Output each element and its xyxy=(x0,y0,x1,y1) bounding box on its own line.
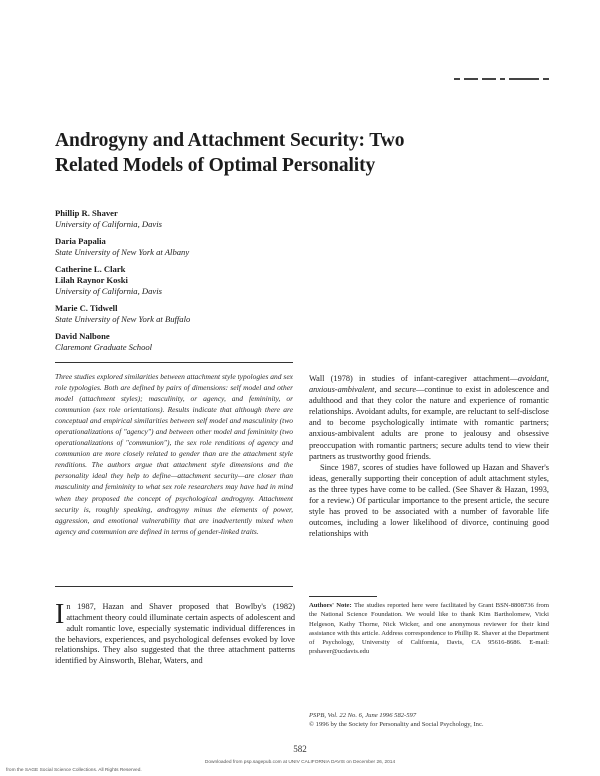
authors-note-text: The studies reported here were facilitated by Grant BSN-8808736 from the National Science Foundation. We would like to thank Kim Bartholomew, Vicki Helgeson, Kathy Thorne, Nick Wicker, and one anonymous reviewer for their kind assistance with this article. Address correspondence to Phillip R. Shaver at the Department of Psychology, University of California, Davis, CA 95616-8686. E-mail: prshaver@ucdavis.edu xyxy=(309,602,549,656)
intro-text: n 1987, Hazan and Shaver proposed that Bowlby's (1982) attachment theory could illuminate certain aspects of adolescent and adult romantic love, especially systematic individual differences in the behaviors, experiences, and psychological defenses evoked by love relationships. They also suggested that the three attachment patterns identified by Ainsworth, Blehar, Waters, and xyxy=(55,602,295,666)
author-name: Daria Papalia xyxy=(55,236,106,246)
journal-citation xyxy=(309,712,559,730)
authors-note-label: Authors' Note: xyxy=(309,602,352,609)
title-line: Androgyny and Attachment Security: Two xyxy=(55,130,405,151)
author-name: Lilah Raynor Koski xyxy=(55,275,128,285)
author-group xyxy=(55,236,375,258)
author-list xyxy=(55,208,375,359)
footnote-rule xyxy=(309,596,377,597)
top-rule-segment xyxy=(509,78,539,80)
top-rule-segment xyxy=(454,78,460,80)
page-number: 582 xyxy=(293,744,307,754)
copyright-footer: from the SAGE Social Science Collections. All Rights Reserved. xyxy=(6,768,142,773)
drop-cap: I xyxy=(55,602,65,630)
author-group xyxy=(55,208,375,230)
author-name: Catherine L. Clark xyxy=(55,264,126,274)
body-text: —continue to exist in adolescence and adulthood and that they color the nature and experience of romantic relationships. Avoidant adults, for example, are reluctant to self-disclose and to become psychologically intimate with romantic partners; anxious-ambivalent adults are prone to jealousy and obsessive preoccupation with romantic partners; secure adults tend to view their partners as trustworthy good friends. xyxy=(309,385,549,461)
abstract-bottom-rule xyxy=(55,586,293,587)
author-name: Marie C. Tidwell xyxy=(55,303,118,313)
author-affiliation: Claremont Graduate School xyxy=(55,342,153,352)
abstract: Three studies explored similarities between attachment style typologies and sex role typologies. Both are defined by pairs of dimensions: self model and other model (attachment styles); masculinity, or agency, and femininity, or communion (sex role orientations). Results indicate that although there are conceptual and empirical similarities between self model and masculinity (two operationalizations of "agency") and between other model and femininity (two operationalizations of "communion"), the sex role renditions of agency and communion are more closely related to gender than are the attachment style renditions. The authors argue that attachment style dimensions and the personality ideal they help to define—attachment security—are closer than masculinity and femininity to what sex role researchers may have had in mind when they proposed the concept of psychological androgyny. Attachment security is, roughly speaking, androgyny minus the elements of power, aggression, and emotional vulnerability that are inadvertently mixed when agency and communion are defined in terms of gender-linked traits. xyxy=(55,372,293,536)
author-name: David Nalbone xyxy=(55,331,110,341)
author-group xyxy=(55,303,375,325)
author-name: Phillip R. Shaver xyxy=(55,208,118,218)
paper-title xyxy=(55,128,525,178)
author-affiliation: University of California, Davis xyxy=(55,286,162,296)
intro-paragraph xyxy=(55,602,295,738)
top-rule-segment xyxy=(543,78,549,80)
body-column-right xyxy=(309,373,549,586)
top-rule-segment xyxy=(482,78,496,80)
title-line: Related Models of Optimal Personality xyxy=(55,155,376,176)
author-group xyxy=(55,264,375,297)
body-text: Wall (1978) in studies of infant-caregiver attachment— xyxy=(309,374,518,383)
journal-info: PSPB, Vol. 22 No. 6, June 1996 582-597 xyxy=(309,712,417,719)
authors-note xyxy=(309,601,549,677)
top-rule-segment xyxy=(464,78,478,80)
download-footer: Downloaded from psp.sagepub.com at UNIV CALIFORNIA DAVIS on December 26, 2014 xyxy=(204,760,396,765)
body-paragraph xyxy=(309,373,549,462)
body-paragraph: Since 1987, scores of studies have followed up Hazan and Shaver's ideas, generally supporting their conception of adult attachment styles, as the three types have come to be called. (See Shaver & Hazan, 1993, for a review.) Of particular importance to the present article, the secure style has proved to be associated with a number of favorable life outcomes, including a lower likelihood of divorce, continuing good relationships with xyxy=(309,462,549,539)
body-text-emphasis: avoidant, anxious-ambivalent, xyxy=(309,374,549,395)
abstract-top-rule xyxy=(55,362,293,363)
author-group xyxy=(55,331,375,353)
body-text: and xyxy=(376,385,395,395)
author-affiliation: State University of New York at Albany xyxy=(55,247,190,257)
body-text-emphasis: secure xyxy=(394,385,417,395)
author-affiliation: University of California, Davis xyxy=(55,219,162,229)
author-affiliation: State University of New York at Buffalo xyxy=(55,314,191,324)
top-rule-segment xyxy=(500,78,505,80)
journal-copyright: © 1996 by the Society for Personality and Social Psychology, Inc. xyxy=(309,720,484,728)
